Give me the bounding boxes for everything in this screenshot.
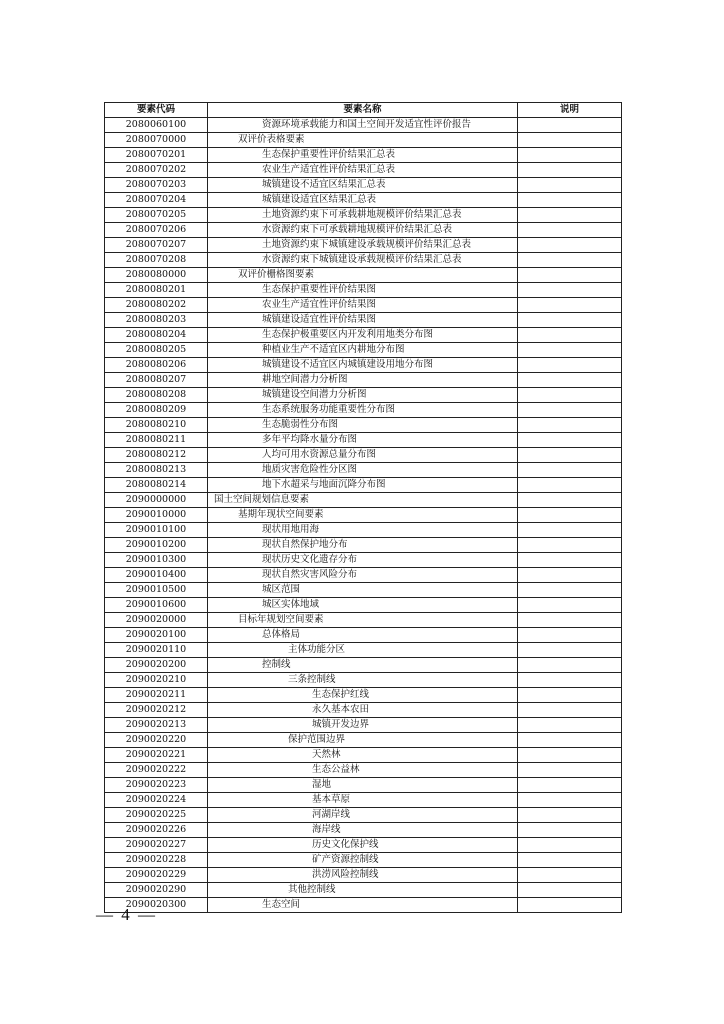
note-cell	[518, 508, 622, 523]
element-code-cell: 2080080000	[105, 268, 208, 283]
table-row	[105, 793, 622, 808]
element-name-cell: 生态保护红线	[208, 688, 518, 703]
element-name-cell: 水资源约束下城镇建设承载规模评价结果汇总表	[208, 253, 518, 268]
element-code-cell: 2090020212	[105, 703, 208, 718]
table-row	[105, 628, 622, 643]
element-code-cell: 2090010500	[105, 583, 208, 598]
element-code-cell: 2090020200	[105, 658, 208, 673]
element-name-cell: 农业生产适宜性评价结果汇总表	[208, 163, 518, 178]
element-code-cell: 2080080201	[105, 283, 208, 298]
table-row	[105, 778, 622, 793]
element-name-cell: 城区范围	[208, 583, 518, 598]
element-name-cell: 河湖岸线	[208, 808, 518, 823]
table-row	[105, 838, 622, 853]
table-row	[105, 643, 622, 658]
element-code-cell: 2090020300	[105, 898, 208, 913]
header-note: 说明	[518, 103, 622, 118]
table-row	[105, 373, 622, 388]
note-cell	[518, 343, 622, 358]
element-name-cell: 矿产资源控制线	[208, 853, 518, 868]
element-code-cell: 2090020226	[105, 823, 208, 838]
table-header-row	[105, 103, 622, 118]
element-code-cell: 2080080208	[105, 388, 208, 403]
element-code-cell: 2080080211	[105, 433, 208, 448]
element-name-cell: 生态脆弱性分布图	[208, 418, 518, 433]
element-name-cell: 农业生产适宜性评价结果图	[208, 298, 518, 313]
table-row	[105, 298, 622, 313]
note-cell	[518, 148, 622, 163]
table-row	[105, 253, 622, 268]
element-name-cell: 主体功能分区	[208, 643, 518, 658]
table-row	[105, 313, 622, 328]
element-name-cell: 城区实体地域	[208, 598, 518, 613]
element-code-cell: 2090020290	[105, 883, 208, 898]
note-cell	[518, 838, 622, 853]
element-code-cell: 2090010600	[105, 598, 208, 613]
element-name-cell: 耕地空间潜力分析图	[208, 373, 518, 388]
element-code-cell: 2090020221	[105, 748, 208, 763]
note-cell	[518, 808, 622, 823]
note-cell	[518, 568, 622, 583]
element-name-cell: 生态保护重要性评价结果汇总表	[208, 148, 518, 163]
element-code-cell: 2090000000	[105, 493, 208, 508]
element-name-cell: 土地资源约束下可承载耕地规模评价结果汇总表	[208, 208, 518, 223]
element-code-cell: 2080060100	[105, 118, 208, 133]
note-cell	[518, 898, 622, 913]
note-cell	[518, 718, 622, 733]
table-row	[105, 478, 622, 493]
element-code-cell: 2090020229	[105, 868, 208, 883]
note-cell	[518, 883, 622, 898]
element-code-cell: 2090020210	[105, 673, 208, 688]
element-name-cell: 水资源约束下可承载耕地规模评价结果汇总表	[208, 223, 518, 238]
table-row	[105, 568, 622, 583]
table-row	[105, 343, 622, 358]
element-name-cell: 多年平均降水量分布图	[208, 433, 518, 448]
note-cell	[518, 673, 622, 688]
element-name-cell: 城镇建设不适宜区结果汇总表	[208, 178, 518, 193]
note-cell	[518, 733, 622, 748]
element-name-cell: 现状历史文化遗存分布	[208, 553, 518, 568]
element-name-cell: 总体格局	[208, 628, 518, 643]
element-name-cell: 保护范围边界	[208, 733, 518, 748]
table-row	[105, 823, 622, 838]
note-cell	[518, 358, 622, 373]
element-code-cell: 2080080202	[105, 298, 208, 313]
table-row	[105, 703, 622, 718]
element-code-cell: 2080070204	[105, 193, 208, 208]
table-row	[105, 358, 622, 373]
element-name-cell: 城镇建设适宜性评价结果图	[208, 313, 518, 328]
table-row	[105, 193, 622, 208]
note-cell	[518, 163, 622, 178]
note-cell	[518, 433, 622, 448]
element-code-cell: 2090010300	[105, 553, 208, 568]
table-row	[105, 598, 622, 613]
table-row	[105, 178, 622, 193]
note-cell	[518, 178, 622, 193]
table-row	[105, 238, 622, 253]
element-code-cell: 2090020000	[105, 613, 208, 628]
table-row	[105, 508, 622, 523]
element-name-cell: 地质灾害危险性分区图	[208, 463, 518, 478]
table-row	[105, 613, 622, 628]
note-cell	[518, 823, 622, 838]
table-row	[105, 538, 622, 553]
element-name-cell: 现状自然灾害风险分布	[208, 568, 518, 583]
note-cell	[518, 448, 622, 463]
element-name-cell: 其他控制线	[208, 883, 518, 898]
element-name-cell: 国土空间规划信息要素	[208, 493, 518, 508]
element-code-cell: 2080080213	[105, 463, 208, 478]
element-name-cell: 生态系统服务功能重要性分布图	[208, 403, 518, 418]
element-code-cell: 2080080205	[105, 343, 208, 358]
element-name-cell: 城镇开发边界	[208, 718, 518, 733]
table-row	[105, 133, 622, 148]
table-row	[105, 733, 622, 748]
table-row	[105, 853, 622, 868]
table-row	[105, 658, 622, 673]
table-row	[105, 748, 622, 763]
element-code-cell: 2090020227	[105, 838, 208, 853]
table-row	[105, 883, 622, 898]
element-code-cell: 2090020222	[105, 763, 208, 778]
table-row	[105, 868, 622, 883]
note-cell	[518, 208, 622, 223]
element-code-cell: 2080080206	[105, 358, 208, 373]
table-row	[105, 763, 622, 778]
element-code-cell: 2090020228	[105, 853, 208, 868]
note-cell	[518, 418, 622, 433]
element-name-cell: 天然林	[208, 748, 518, 763]
note-cell	[518, 688, 622, 703]
element-code-cell: 2080070206	[105, 223, 208, 238]
element-code-cell: 2090020110	[105, 643, 208, 658]
header-code: 要素代码	[105, 103, 208, 118]
table-row	[105, 388, 622, 403]
note-cell	[518, 658, 622, 673]
page-number: — 4 —	[96, 905, 157, 924]
note-cell	[518, 643, 622, 658]
element-name-cell: 地下水超采与地面沉降分布图	[208, 478, 518, 493]
note-cell	[518, 133, 622, 148]
element-code-cell: 2080080210	[105, 418, 208, 433]
header-name: 要素名称	[208, 103, 518, 118]
element-code-cell: 2080070205	[105, 208, 208, 223]
element-name-cell: 生态公益林	[208, 763, 518, 778]
note-cell	[518, 478, 622, 493]
note-cell	[518, 223, 622, 238]
element-code-cell: 2090020225	[105, 808, 208, 823]
note-cell	[518, 193, 622, 208]
table-row	[105, 493, 622, 508]
element-name-cell: 历史文化保护线	[208, 838, 518, 853]
table-row	[105, 673, 622, 688]
note-cell	[518, 238, 622, 253]
element-code-cell: 2080080212	[105, 448, 208, 463]
element-code-cell: 2080080214	[105, 478, 208, 493]
element-code-cell: 2090010000	[105, 508, 208, 523]
element-code-cell: 2090020220	[105, 733, 208, 748]
table-row	[105, 688, 622, 703]
element-name-cell: 湿地	[208, 778, 518, 793]
note-cell	[518, 628, 622, 643]
note-cell	[518, 283, 622, 298]
element-name-cell: 城镇建设适宜区结果汇总表	[208, 193, 518, 208]
note-cell	[518, 328, 622, 343]
note-cell	[518, 778, 622, 793]
note-cell	[518, 793, 622, 808]
element-name-cell: 基本草原	[208, 793, 518, 808]
element-name-cell: 三条控制线	[208, 673, 518, 688]
table-row	[105, 523, 622, 538]
note-cell	[518, 463, 622, 478]
element-code-cell: 2090010200	[105, 538, 208, 553]
element-code-cell: 2080080207	[105, 373, 208, 388]
table-row	[105, 418, 622, 433]
element-code-cell: 2080080203	[105, 313, 208, 328]
table-row	[105, 223, 622, 238]
element-code-cell: 2080070201	[105, 148, 208, 163]
note-cell	[518, 763, 622, 778]
element-code-cell: 2090020211	[105, 688, 208, 703]
element-name-cell: 现状用地用海	[208, 523, 518, 538]
element-name-cell: 双评价表格要素	[208, 133, 518, 148]
table-row	[105, 163, 622, 178]
note-cell	[518, 313, 622, 328]
element-name-cell: 洪涝风险控制线	[208, 868, 518, 883]
element-code-cell: 2090020100	[105, 628, 208, 643]
element-code-table	[104, 102, 622, 913]
table-row	[105, 118, 622, 133]
element-name-cell: 生态空间	[208, 898, 518, 913]
element-code-cell: 2080070207	[105, 238, 208, 253]
note-cell	[518, 298, 622, 313]
table-body	[105, 118, 622, 913]
table-row	[105, 898, 622, 913]
element-name-cell: 基期年现状空间要素	[208, 508, 518, 523]
table-row	[105, 808, 622, 823]
element-code-cell: 2080080204	[105, 328, 208, 343]
table-row	[105, 583, 622, 598]
element-code-cell: 2080070203	[105, 178, 208, 193]
note-cell	[518, 403, 622, 418]
element-name-cell: 永久基本农田	[208, 703, 518, 718]
note-cell	[518, 583, 622, 598]
table-row	[105, 718, 622, 733]
element-name-cell: 土地资源约束下城镇建设承载规模评价结果汇总表	[208, 238, 518, 253]
element-name-cell: 城镇建设空间潜力分析图	[208, 388, 518, 403]
note-cell	[518, 748, 622, 763]
note-cell	[518, 553, 622, 568]
note-cell	[518, 613, 622, 628]
note-cell	[518, 388, 622, 403]
table-row	[105, 448, 622, 463]
note-cell	[518, 853, 622, 868]
element-code-cell: 2080070202	[105, 163, 208, 178]
table-row	[105, 208, 622, 223]
element-name-cell: 海岸线	[208, 823, 518, 838]
table-row	[105, 433, 622, 448]
note-cell	[518, 523, 622, 538]
note-cell	[518, 118, 622, 133]
element-name-cell: 控制线	[208, 658, 518, 673]
element-code-cell: 2080080209	[105, 403, 208, 418]
element-name-cell: 双评价栅格图要素	[208, 268, 518, 283]
element-code-cell: 2080070208	[105, 253, 208, 268]
element-name-cell: 生态保护极重要区内开发利用地类分布图	[208, 328, 518, 343]
table-row	[105, 283, 622, 298]
note-cell	[518, 493, 622, 508]
element-code-cell: 2090010400	[105, 568, 208, 583]
note-cell	[518, 538, 622, 553]
table-row	[105, 328, 622, 343]
element-name-cell: 现状自然保护地分布	[208, 538, 518, 553]
element-name-cell: 城镇建设不适宜区内城镇建设用地分布图	[208, 358, 518, 373]
element-name-cell: 目标年规划空间要素	[208, 613, 518, 628]
element-code-cell: 2090020223	[105, 778, 208, 793]
element-name-cell: 人均可用水资源总量分布图	[208, 448, 518, 463]
element-code-cell: 2090020213	[105, 718, 208, 733]
element-code-cell: 2090020224	[105, 793, 208, 808]
element-code-cell: 2090010100	[105, 523, 208, 538]
note-cell	[518, 598, 622, 613]
note-cell	[518, 868, 622, 883]
element-name-cell: 种植业生产不适宜区内耕地分布图	[208, 343, 518, 358]
table-row	[105, 553, 622, 568]
table-row	[105, 268, 622, 283]
table-row	[105, 403, 622, 418]
element-name-cell: 生态保护重要性评价结果图	[208, 283, 518, 298]
note-cell	[518, 268, 622, 283]
table-row	[105, 148, 622, 163]
element-code-cell: 2080070000	[105, 133, 208, 148]
element-name-cell: 资源环境承载能力和国土空间开发适宜性评价报告	[208, 118, 518, 133]
note-cell	[518, 373, 622, 388]
note-cell	[518, 253, 622, 268]
table-row	[105, 463, 622, 478]
note-cell	[518, 703, 622, 718]
